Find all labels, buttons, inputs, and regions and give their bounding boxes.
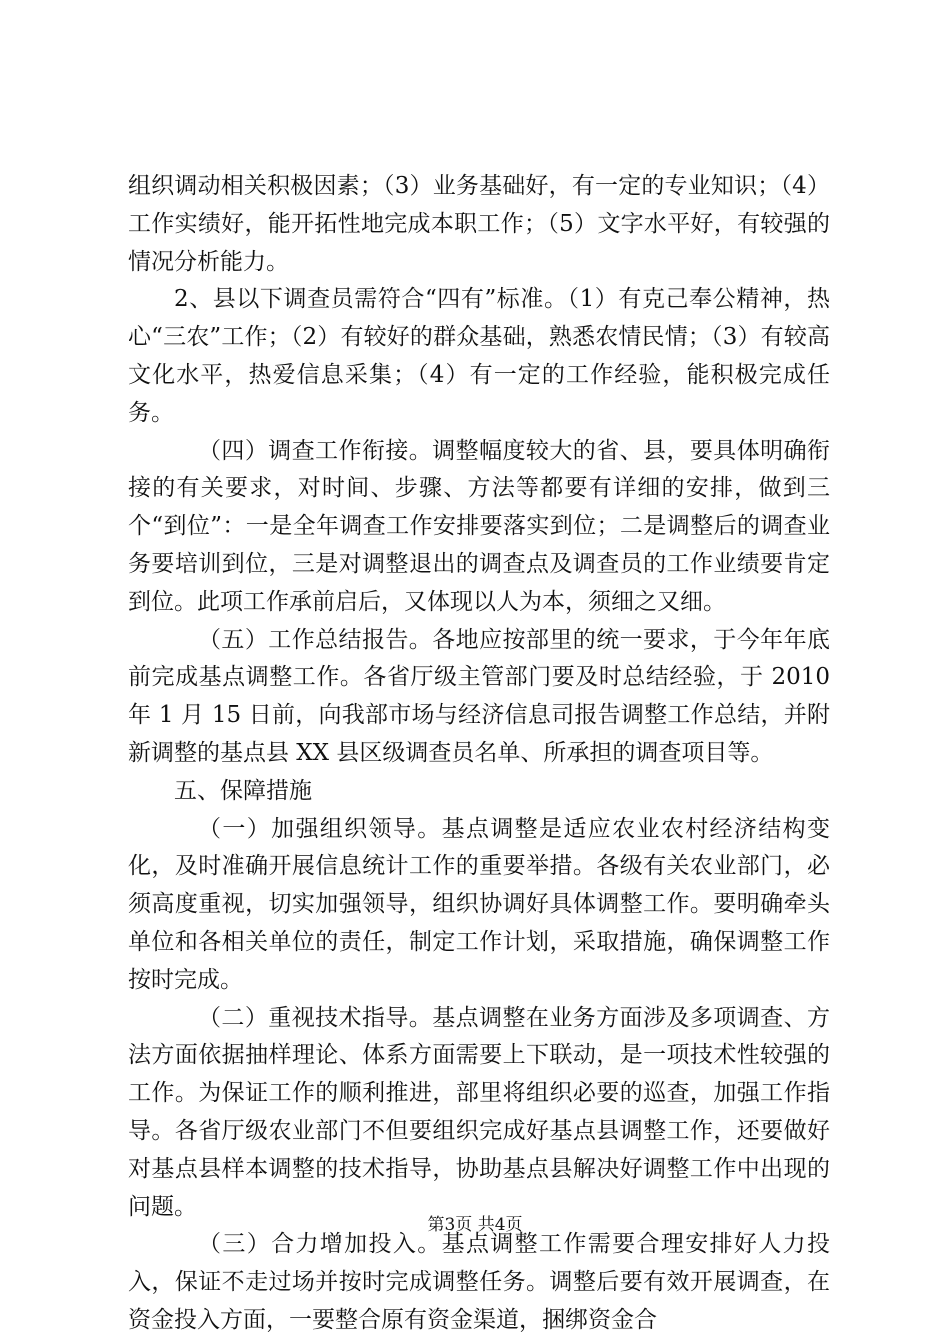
document-body xyxy=(128,168,830,1340)
paragraph-1: 组织调动相关积极因素；（3）业务基础好，有一定的专业知识；（4）工作实绩好，能开拓性地完成本职工作；（5）文字水平好，有较强的情况分析能力。 xyxy=(128,173,830,275)
paragraph-2: 2、县以下调查员需符合“四有”标准。（1）有克己奉公精神，热心“三农”工作；（2）有较好的群众基础，熟悉农情民情；（3）有较高文化水平，热爱信息采集；（4）有一定的工作经验，能积极完成任务。 xyxy=(128,286,830,426)
paragraph-4: （五）工作总结报告。各地应按部里的统一要求，于今年年底前完成基点调整工作。各省厅级主管部门要及时总结经验，于 2010 年 1 月 15 日前，向我部市场与经济信息司报告调整工作总结，并附新调整的基点县 XX 县区级调查员名单、所承担的调查项目等。 xyxy=(128,626,830,766)
paragraph-7: （三）合力增加投入。基点调整工作需要合理安排好人力投入，保证不走过场并按时完成调整任务。调整后要有效开展调查，在资金投入方面，一要整合原有资金渠道，捆绑资金合 xyxy=(128,1231,830,1333)
section-heading: 五、保障措施 xyxy=(174,777,312,804)
paragraph-6: （二）重视技术指导。基点调整在业务方面涉及多项调查、方法方面依据抽样理论、体系方面需要上下联动，是一项技术性较强的工作。为保证工作的顺利推进，部里将组织必要的巡查，加强工作指导。各省厅级农业部门不但要组织完成好基点县调整工作，还要做好对基点县样本调整的技术指导，协助基点县解决好调整工作中出现的问题。 xyxy=(128,1004,830,1220)
paragraph-3: （四）调查工作衔接。调整幅度较大的省、县，要具体明确衔接的有关要求，对时间、步骤、方法等都要有详细的安排，做到三个“到位”：一是全年调查工作安排要落实到位；二是调整后的调查业务要培训到位，三是对调整退出的调查点及调查员的工作业绩要肯定到位。此项工作承前启后，又体现以人为本，须细之又细。 xyxy=(128,437,830,615)
page-footer: 第3页 共4页 xyxy=(427,1215,523,1235)
paragraph-5: （一）加强组织领导。基点调整是适应农业农村经济结构变化，及时准确开展信息统计工作的重要举措。各级有关农业部门，必须高度重视，切实加强领导，组织协调好具体调整工作。要明确牵头单位和各相关单位的责任，制定工作计划，采取措施，确保调整工作按时完成。 xyxy=(128,815,830,993)
